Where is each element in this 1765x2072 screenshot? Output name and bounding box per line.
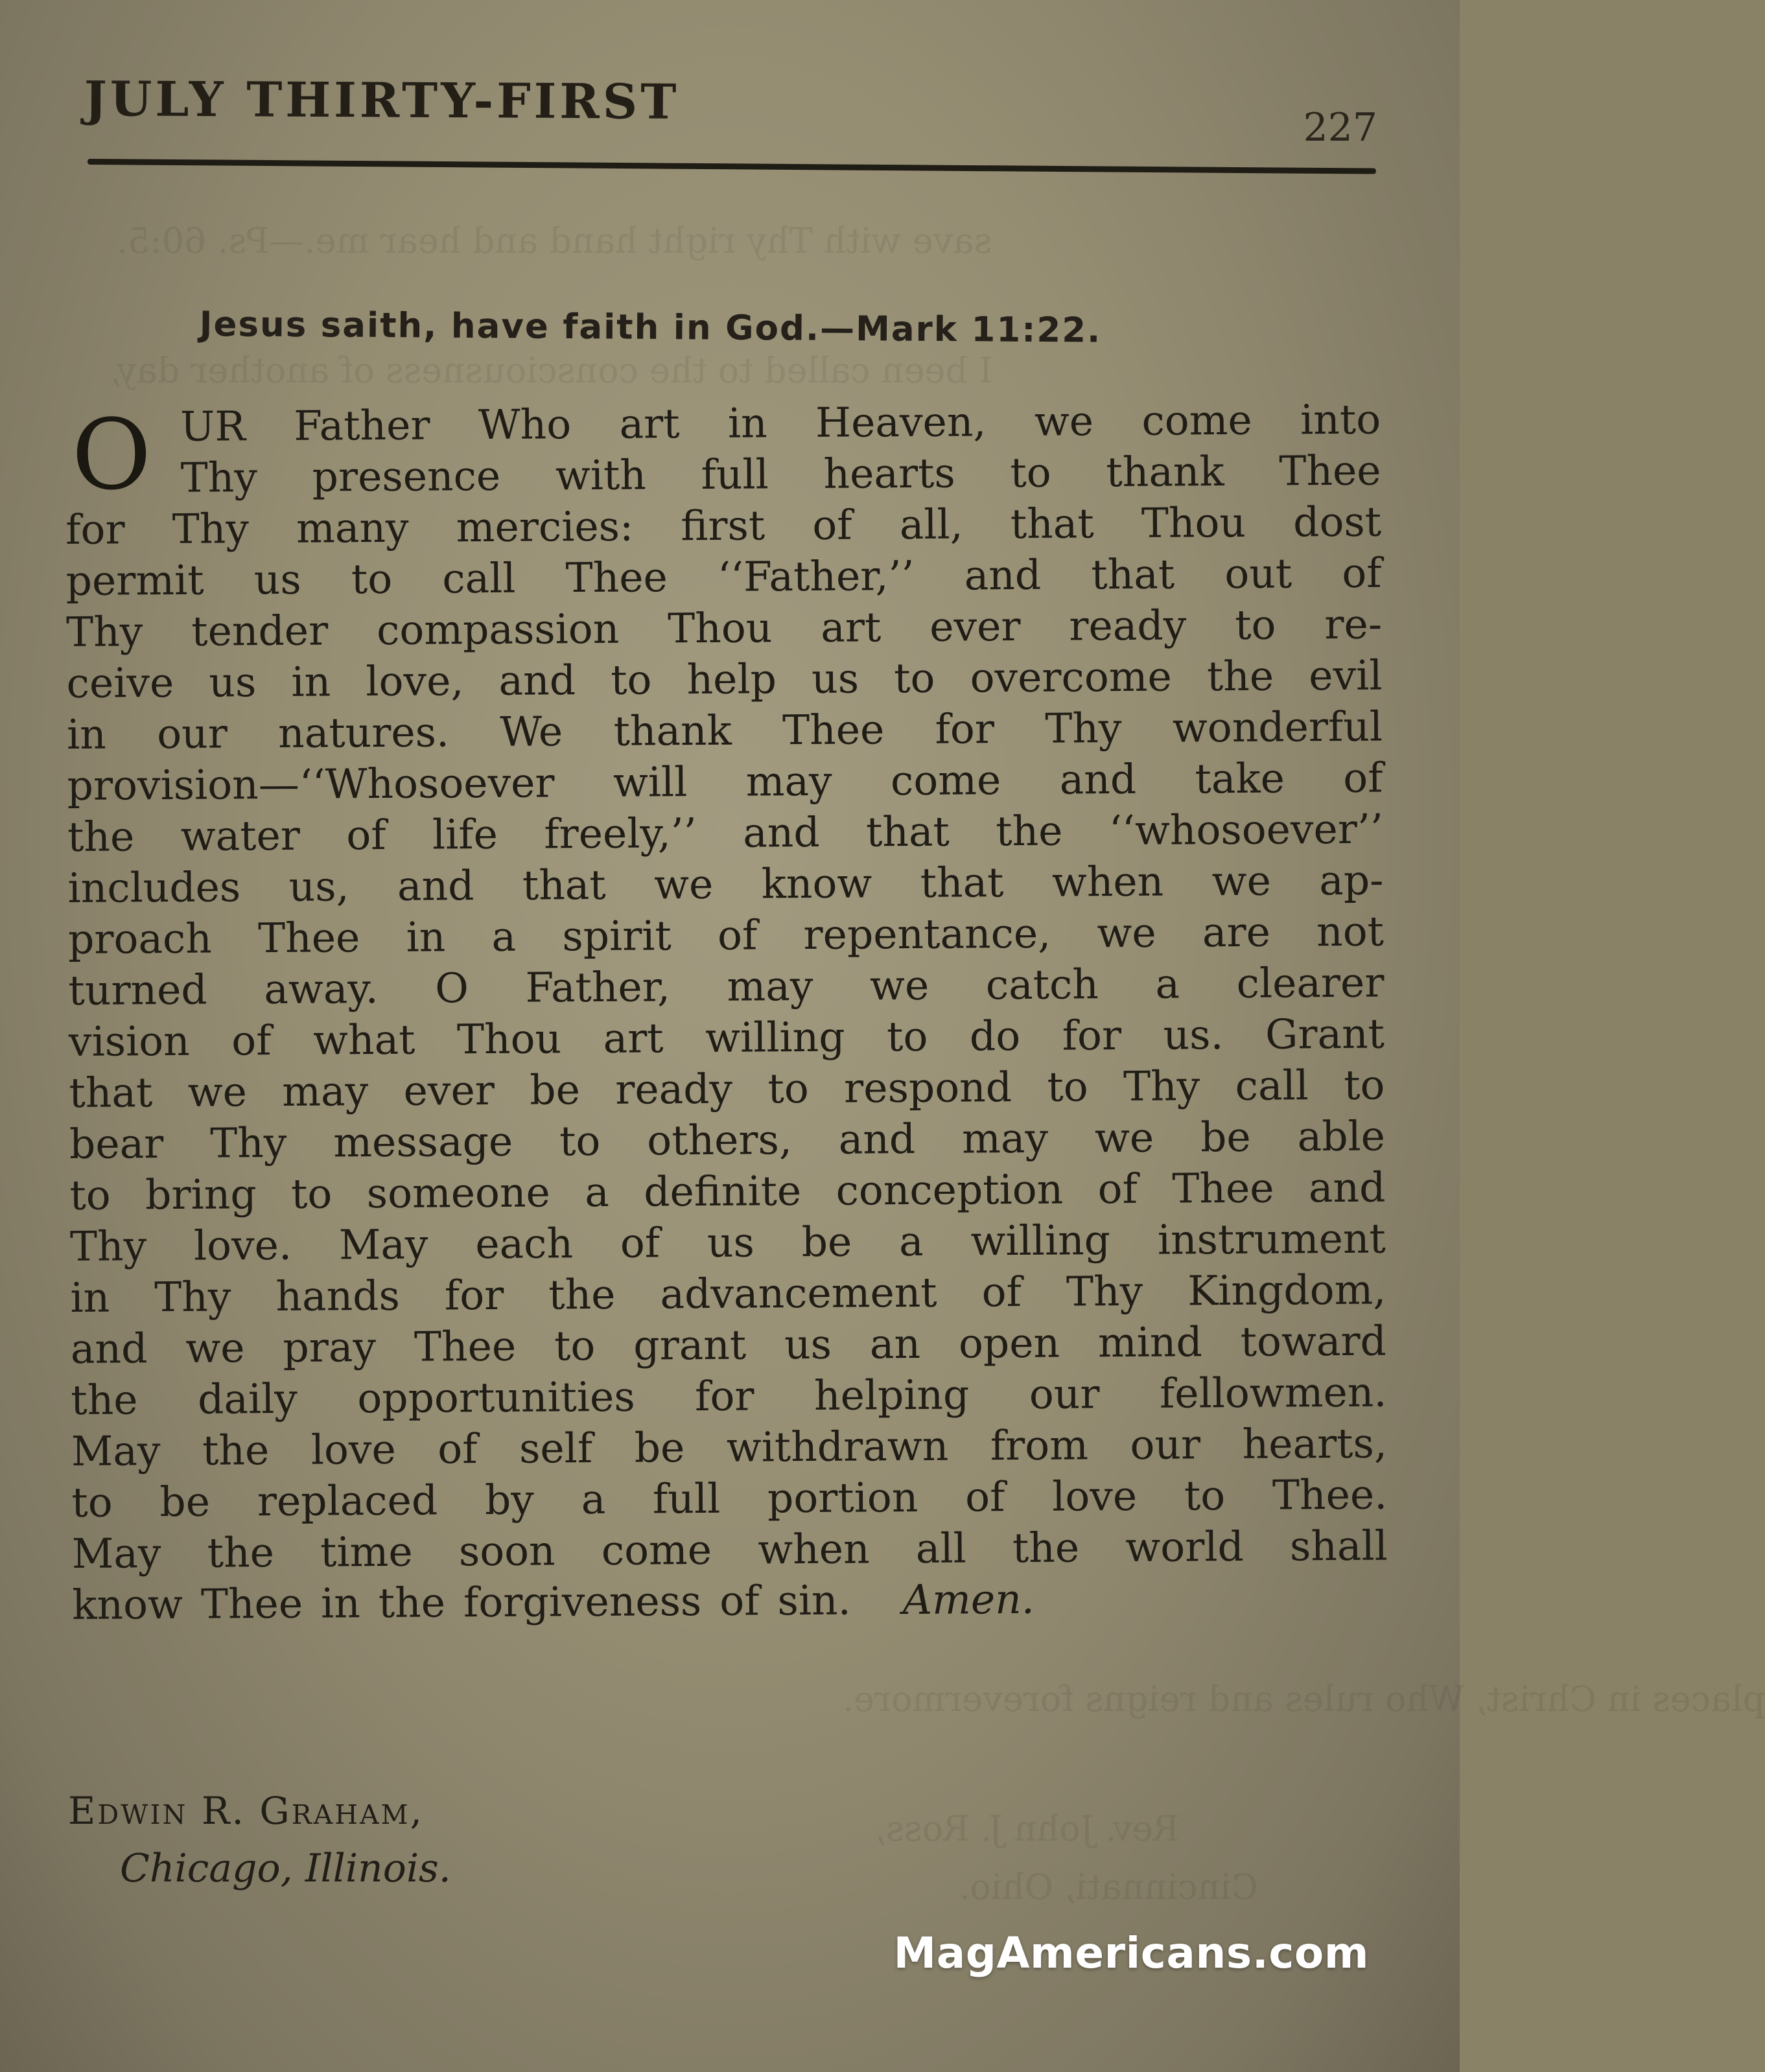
bleed-through-text: I been called to the consciousness of another day, <box>110 350 993 391</box>
bleed-through-text: Rev. John J. Ross, <box>875 1808 1180 1849</box>
prayer-line: vision of what Thou art willing to do for us. Grant <box>68 1010 1385 1065</box>
scripture-epigraph: Jesus saith, have faith in God.—Mark 11:22. <box>199 305 1102 351</box>
author-location: Chicago, Illinois. <box>120 1846 451 1891</box>
prayer-line: turned away. O Father, may we catch a clearer <box>68 959 1385 1014</box>
prayer-line: and we pray Thee to grant us an open mind toward <box>70 1317 1387 1373</box>
prayer-line: to bring to someone a definite conception of Thee and <box>69 1163 1386 1219</box>
prayer-line: May the time soon come when all the world shall <box>71 1522 1388 1577</box>
prayer-line: the water of life freely,’’ and that the ‘‘whosoever’’ <box>67 805 1384 861</box>
author-name: Edwin R. Graham, <box>68 1789 424 1833</box>
watermark: MagAmericans.com <box>893 1928 1369 1978</box>
page-header <box>84 71 1377 150</box>
prayer-line: ceive us in love, and to help us to overcome the evil <box>66 651 1383 707</box>
prayer-line: proach Thee in a spirit of repentance, we are not <box>67 907 1385 963</box>
prayer-line: to be replaced by a full portion of love to Thee. <box>71 1471 1388 1526</box>
prayer-line: Thy love. May each of us be a willing instrument <box>69 1215 1386 1270</box>
prayer-body <box>65 394 1388 1631</box>
prayer-line: includes us, and that we know that when we ap- <box>67 856 1384 912</box>
prayer-line: Thy tender compassion Thou art ever ready to re- <box>65 600 1383 656</box>
prayer-line: UR Father Who art in Heaven, we come into <box>180 395 1381 450</box>
prayer-line: for Thy many mercies: first of all, that Thou dost <box>65 498 1382 553</box>
prayer-line: the daily opportunities for helping our fellowmen. <box>71 1368 1387 1424</box>
page-title: JULY THIRTY-FIRST <box>84 71 680 130</box>
prayer-line: that we may ever be ready to respond to Thy call to <box>69 1061 1385 1117</box>
prayer-lines <box>65 394 1388 1631</box>
signature-block <box>68 1789 451 1891</box>
prayer-line: know Thee in the forgiveness of sin. Amen. <box>72 1572 1388 1631</box>
prayer-line: Thy presence with full hearts to thank Thee <box>180 447 1381 502</box>
prayer-line: in our natures. We thank Thee for Thy wonderful <box>66 703 1383 758</box>
prayer-line: permit us to call Thee ‘‘Father,’’ and that out of <box>65 549 1382 605</box>
prayer-line: May the love of self be withdrawn from our hearts, <box>71 1419 1388 1475</box>
bleed-through-text: save with Thy right hand and hear me.—Ps. 60:5. <box>117 220 992 261</box>
bleed-through-text: Cincinnati, Ohio. <box>959 1867 1258 1907</box>
bleed-through-text: places in Christ, Who rules and reigns forevermore. <box>843 1679 1765 1719</box>
prayer-line: bear Thy message to others, and may we be able <box>69 1112 1386 1168</box>
amen-closing: Amen. <box>902 1575 1034 1624</box>
prayer-line: provision—‘‘Whosoever will may come and take of <box>67 754 1383 809</box>
header-rule <box>88 159 1376 174</box>
prayer-line: in Thy hands for the advancement of Thy Kingdom, <box>70 1266 1386 1321</box>
page-number: 227 <box>1303 105 1377 150</box>
drop-cap: O <box>71 399 152 512</box>
